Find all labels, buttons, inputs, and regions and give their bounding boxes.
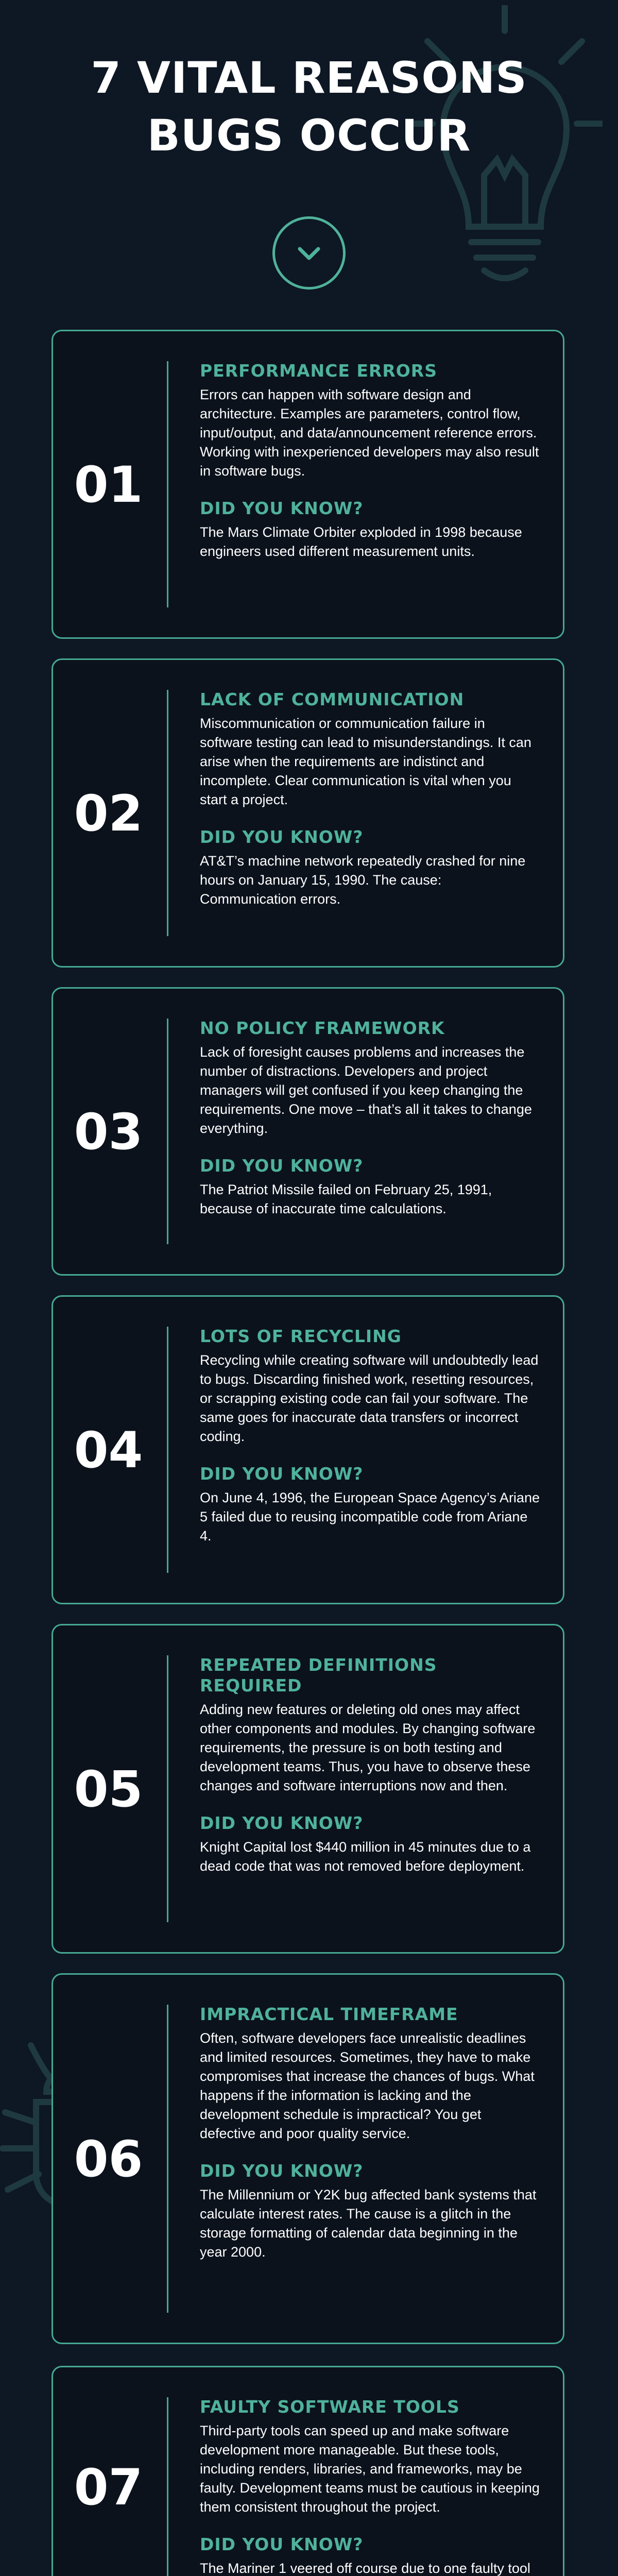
did-you-know-text: The Millennium or Y2K bug affected bank systems that calculate interest rates. The cause is a glitch in the storage formatting of calendar data beginning in the year 2000. [200, 2187, 537, 2260]
title-line-1: 7 VITAL REASONS [91, 53, 527, 103]
divider [167, 1655, 168, 1922]
reason-heading: IMPRACTICAL TIMEFRAME [200, 2004, 458, 2024]
did-you-know-heading: DID YOU KNOW? [200, 1813, 364, 1833]
chevron-down-icon [294, 238, 324, 268]
did-you-know-heading: DID YOU KNOW? [200, 1156, 364, 1176]
reason-card-05 [52, 1624, 564, 1954]
did-you-know-text: The Mars Climate Orbiter exploded in 1998 because engineers used different measurement units. [200, 524, 522, 559]
reason-number: 06 [74, 2130, 143, 2188]
reason-text: Adding new features or deleting old ones may affect other components and modules. By changing software requirements, the pressure is on both testing and development teams. Thus, you have to observe these changes and software interruptions now and then. [200, 1702, 536, 1793]
reason-card-07 [52, 2366, 564, 2576]
divider [167, 1019, 168, 1244]
title-line-2: BUGS OCCUR [147, 110, 471, 161]
reason-heading: FAULTY SOFTWARE TOOLS [200, 2397, 460, 2417]
reason-text: Often, software developers face unrealistic deadlines and limited resources. Sometimes, they have to make compromises that increase the chances of bugs. What happens if the information is lacking and the development schedule is impractical? You get defective and poor quality service. [200, 2030, 535, 2141]
did-you-know-heading: DID YOU KNOW? [200, 2161, 364, 2181]
reason-heading: LOTS OF RECYCLING [200, 1326, 402, 1346]
did-you-know-heading: DID YOU KNOW? [200, 498, 364, 518]
page-title [0, 49, 618, 164]
reason-text: Recycling while creating software will undoubtedly lead to bugs. Discarding finished work, resetting resources, or scrapping existing code can fail your software. The same goes for inaccurate data transfers or incorrect coding. [200, 1352, 539, 1444]
reason-number: 05 [74, 1760, 143, 1818]
did-you-know-text: The Mariner 1 veered off course due to one faulty tool [200, 2561, 530, 2576]
reason-card-06 [52, 1973, 564, 2344]
divider [167, 2005, 168, 2313]
reason-text: Lack of foresight causes problems and increases the number of distractions. Developers and project managers will get confused if you keep changing the requirements. One move – that’s all it takes to change everything. [200, 1044, 532, 1136]
did-you-know-text: Knight Capital lost $440 million in 45 minutes due to a dead code that was not removed before deployment. [200, 1839, 531, 1874]
reason-card-04 [52, 1295, 564, 1604]
did-you-know-heading: DID YOU KNOW? [200, 827, 364, 847]
reason-number: 04 [74, 1421, 143, 1479]
did-you-know-heading: DID YOU KNOW? [200, 1464, 364, 1484]
reason-text: Third-party tools can speed up and make software development more manageable. But these tools, including renders, libraries, and frameworks, may be faulty. Development teams must be cautious in keeping them consistent throughout the project. [200, 2423, 540, 2515]
reason-card-01 [52, 330, 564, 639]
reason-heading: PERFORMANCE ERRORS [200, 361, 437, 381]
reason-heading: LACK OF COMMUNICATION [200, 689, 465, 709]
divider [167, 2397, 168, 2576]
reason-number: 03 [74, 1103, 143, 1161]
divider [167, 1327, 168, 1573]
divider [167, 690, 168, 936]
reason-card-02 [52, 658, 564, 968]
did-you-know-heading: DID YOU KNOW? [200, 2534, 364, 2554]
did-you-know-text: The Patriot Missile failed on February 25, 1991, because of inaccurate time calculations. [200, 1182, 492, 1216]
reason-number: 07 [74, 2459, 143, 2516]
did-you-know-text: On June 4, 1996, the European Space Agency’s Ariane 5 failed due to reusing incompatible code from Ariane 4. [200, 1490, 540, 1544]
divider [167, 361, 168, 607]
reason-text: Miscommunication or communication failure in software testing can lead to misunderstandings. It can arise when the requirements are indistinct and incomplete. Clear communication is vital when you start a project. [200, 716, 531, 807]
reason-text: Errors can happen with software design and architecture. Examples are parameters, control flow, input/output, and data/announcement reference errors. Working with inexperienced developers may also result in software bugs. [200, 387, 539, 479]
reason-heading: REPEATED DEFINITIONS REQUIRED [200, 1655, 437, 1696]
reason-number: 01 [74, 456, 143, 514]
did-you-know-text: AT&T’s machine network repeatedly crashed for nine hours on January 15, 1990. The cause: Communication errors. [200, 853, 526, 907]
reason-heading: NO POLICY FRAMEWORK [200, 1018, 445, 1038]
scroll-down-button[interactable] [272, 216, 346, 290]
reason-card-03 [52, 987, 564, 1276]
reason-number: 02 [74, 785, 143, 842]
